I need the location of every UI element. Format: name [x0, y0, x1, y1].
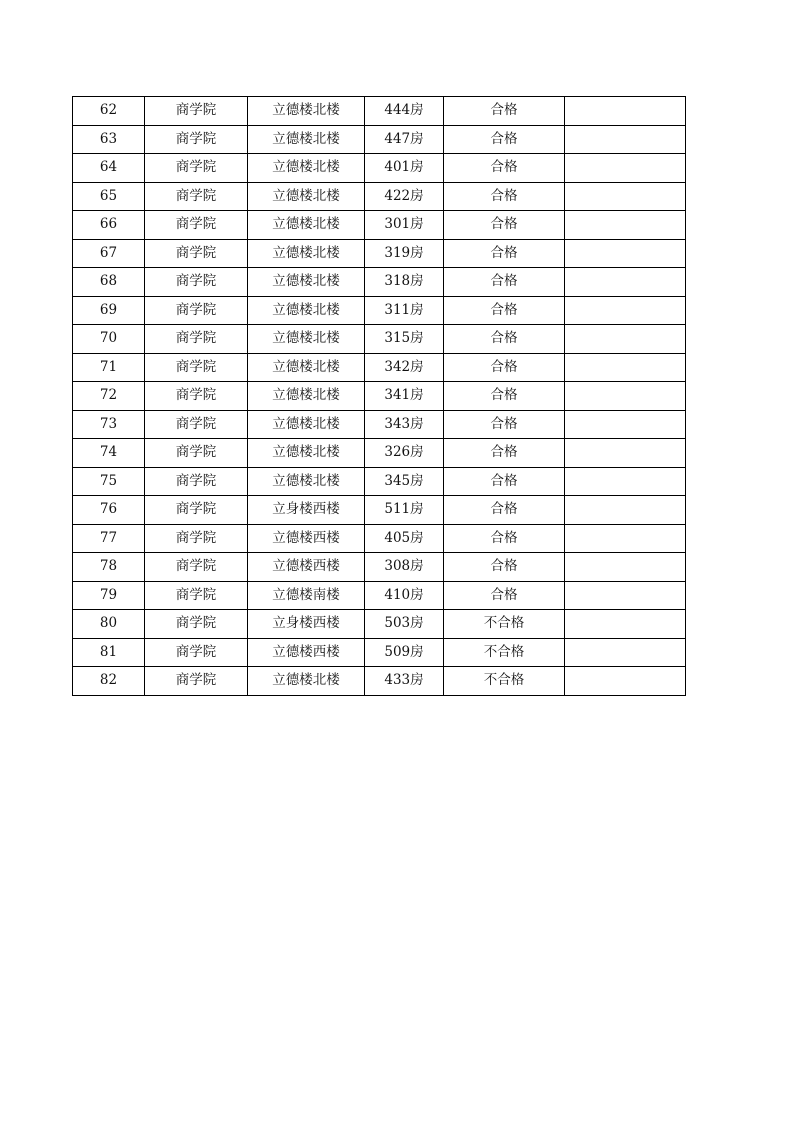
row-number-cell: 76 [73, 496, 145, 525]
inspection-table [72, 96, 686, 696]
building-cell: 立德楼北楼 [248, 325, 365, 354]
note-cell [565, 125, 686, 154]
row-number-cell: 67 [73, 239, 145, 268]
room-cell: 341房 [365, 382, 444, 411]
room-cell: 319房 [365, 239, 444, 268]
note-cell [565, 353, 686, 382]
row-number-cell: 66 [73, 211, 145, 240]
table-row [73, 125, 686, 154]
table-row [73, 239, 686, 268]
note-cell [565, 581, 686, 610]
room-cell: 509房 [365, 638, 444, 667]
building-cell: 立德楼北楼 [248, 353, 365, 382]
result-cell: 合格 [444, 182, 565, 211]
room-cell: 405房 [365, 524, 444, 553]
result-cell: 合格 [444, 382, 565, 411]
room-cell: 343房 [365, 410, 444, 439]
note-cell [565, 524, 686, 553]
room-cell: 511房 [365, 496, 444, 525]
college-cell: 商学院 [145, 581, 248, 610]
college-cell: 商学院 [145, 325, 248, 354]
college-cell: 商学院 [145, 182, 248, 211]
building-cell: 立德楼南楼 [248, 581, 365, 610]
college-cell: 商学院 [145, 496, 248, 525]
result-cell: 合格 [444, 97, 565, 126]
college-cell: 商学院 [145, 667, 248, 696]
table-row [73, 467, 686, 496]
note-cell [565, 296, 686, 325]
table-row [73, 496, 686, 525]
table-body [73, 97, 686, 696]
building-cell: 立德楼北楼 [248, 667, 365, 696]
room-cell: 315房 [365, 325, 444, 354]
note-cell [565, 182, 686, 211]
row-number-cell: 82 [73, 667, 145, 696]
table-row [73, 325, 686, 354]
result-cell: 合格 [444, 211, 565, 240]
note-cell [565, 382, 686, 411]
result-cell: 合格 [444, 296, 565, 325]
note-cell [565, 410, 686, 439]
table-row [73, 410, 686, 439]
result-cell: 不合格 [444, 667, 565, 696]
note-cell [565, 638, 686, 667]
result-cell: 不合格 [444, 610, 565, 639]
building-cell: 立德楼北楼 [248, 439, 365, 468]
note-cell [565, 667, 686, 696]
room-cell: 410房 [365, 581, 444, 610]
college-cell: 商学院 [145, 439, 248, 468]
result-cell: 不合格 [444, 638, 565, 667]
result-cell: 合格 [444, 353, 565, 382]
table-row [73, 610, 686, 639]
note-cell [565, 610, 686, 639]
college-cell: 商学院 [145, 296, 248, 325]
college-cell: 商学院 [145, 410, 248, 439]
building-cell: 立德楼北楼 [248, 211, 365, 240]
building-cell: 立德楼北楼 [248, 296, 365, 325]
room-cell: 503房 [365, 610, 444, 639]
result-cell: 合格 [444, 467, 565, 496]
row-number-cell: 72 [73, 382, 145, 411]
row-number-cell: 77 [73, 524, 145, 553]
note-cell [565, 154, 686, 183]
room-cell: 318房 [365, 268, 444, 297]
result-cell: 合格 [444, 524, 565, 553]
row-number-cell: 65 [73, 182, 145, 211]
room-cell: 342房 [365, 353, 444, 382]
room-cell: 308房 [365, 553, 444, 582]
result-cell: 合格 [444, 125, 565, 154]
college-cell: 商学院 [145, 553, 248, 582]
note-cell [565, 268, 686, 297]
room-cell: 447房 [365, 125, 444, 154]
row-number-cell: 73 [73, 410, 145, 439]
result-cell: 合格 [444, 239, 565, 268]
building-cell: 立德楼北楼 [248, 382, 365, 411]
table-row [73, 97, 686, 126]
building-cell: 立德楼北楼 [248, 268, 365, 297]
building-cell: 立身楼西楼 [248, 610, 365, 639]
table-row [73, 296, 686, 325]
row-number-cell: 70 [73, 325, 145, 354]
note-cell [565, 553, 686, 582]
room-cell: 301房 [365, 211, 444, 240]
room-cell: 444房 [365, 97, 444, 126]
row-number-cell: 69 [73, 296, 145, 325]
college-cell: 商学院 [145, 268, 248, 297]
building-cell: 立德楼西楼 [248, 553, 365, 582]
room-cell: 433房 [365, 667, 444, 696]
college-cell: 商学院 [145, 467, 248, 496]
note-cell [565, 239, 686, 268]
building-cell: 立德楼西楼 [248, 638, 365, 667]
note-cell [565, 439, 686, 468]
row-number-cell: 68 [73, 268, 145, 297]
college-cell: 商学院 [145, 353, 248, 382]
college-cell: 商学院 [145, 382, 248, 411]
row-number-cell: 81 [73, 638, 145, 667]
note-cell [565, 211, 686, 240]
building-cell: 立德楼北楼 [248, 154, 365, 183]
building-cell: 立德楼北楼 [248, 239, 365, 268]
table-row [73, 667, 686, 696]
table-row [73, 553, 686, 582]
table-row [73, 439, 686, 468]
result-cell: 合格 [444, 325, 565, 354]
row-number-cell: 79 [73, 581, 145, 610]
table-row [73, 638, 686, 667]
college-cell: 商学院 [145, 125, 248, 154]
building-cell: 立德楼北楼 [248, 182, 365, 211]
college-cell: 商学院 [145, 154, 248, 183]
college-cell: 商学院 [145, 239, 248, 268]
room-cell: 345房 [365, 467, 444, 496]
room-cell: 326房 [365, 439, 444, 468]
table-row [73, 524, 686, 553]
building-cell: 立身楼西楼 [248, 496, 365, 525]
table-row [73, 268, 686, 297]
table-row [73, 211, 686, 240]
room-cell: 311房 [365, 296, 444, 325]
result-cell: 合格 [444, 154, 565, 183]
result-cell: 合格 [444, 553, 565, 582]
room-cell: 422房 [365, 182, 444, 211]
row-number-cell: 64 [73, 154, 145, 183]
note-cell [565, 496, 686, 525]
result-cell: 合格 [444, 496, 565, 525]
note-cell [565, 467, 686, 496]
row-number-cell: 63 [73, 125, 145, 154]
college-cell: 商学院 [145, 524, 248, 553]
row-number-cell: 71 [73, 353, 145, 382]
building-cell: 立德楼西楼 [248, 524, 365, 553]
college-cell: 商学院 [145, 638, 248, 667]
building-cell: 立德楼北楼 [248, 97, 365, 126]
note-cell [565, 325, 686, 354]
college-cell: 商学院 [145, 97, 248, 126]
result-cell: 合格 [444, 439, 565, 468]
table-row [73, 182, 686, 211]
result-cell: 合格 [444, 581, 565, 610]
table-row [73, 382, 686, 411]
row-number-cell: 75 [73, 467, 145, 496]
row-number-cell: 62 [73, 97, 145, 126]
college-cell: 商学院 [145, 211, 248, 240]
result-cell: 合格 [444, 268, 565, 297]
note-cell [565, 97, 686, 126]
table-row [73, 581, 686, 610]
row-number-cell: 80 [73, 610, 145, 639]
row-number-cell: 78 [73, 553, 145, 582]
result-cell: 合格 [444, 410, 565, 439]
college-cell: 商学院 [145, 610, 248, 639]
building-cell: 立德楼北楼 [248, 410, 365, 439]
table-row [73, 353, 686, 382]
room-cell: 401房 [365, 154, 444, 183]
building-cell: 立德楼北楼 [248, 125, 365, 154]
table-row [73, 154, 686, 183]
building-cell: 立德楼北楼 [248, 467, 365, 496]
row-number-cell: 74 [73, 439, 145, 468]
